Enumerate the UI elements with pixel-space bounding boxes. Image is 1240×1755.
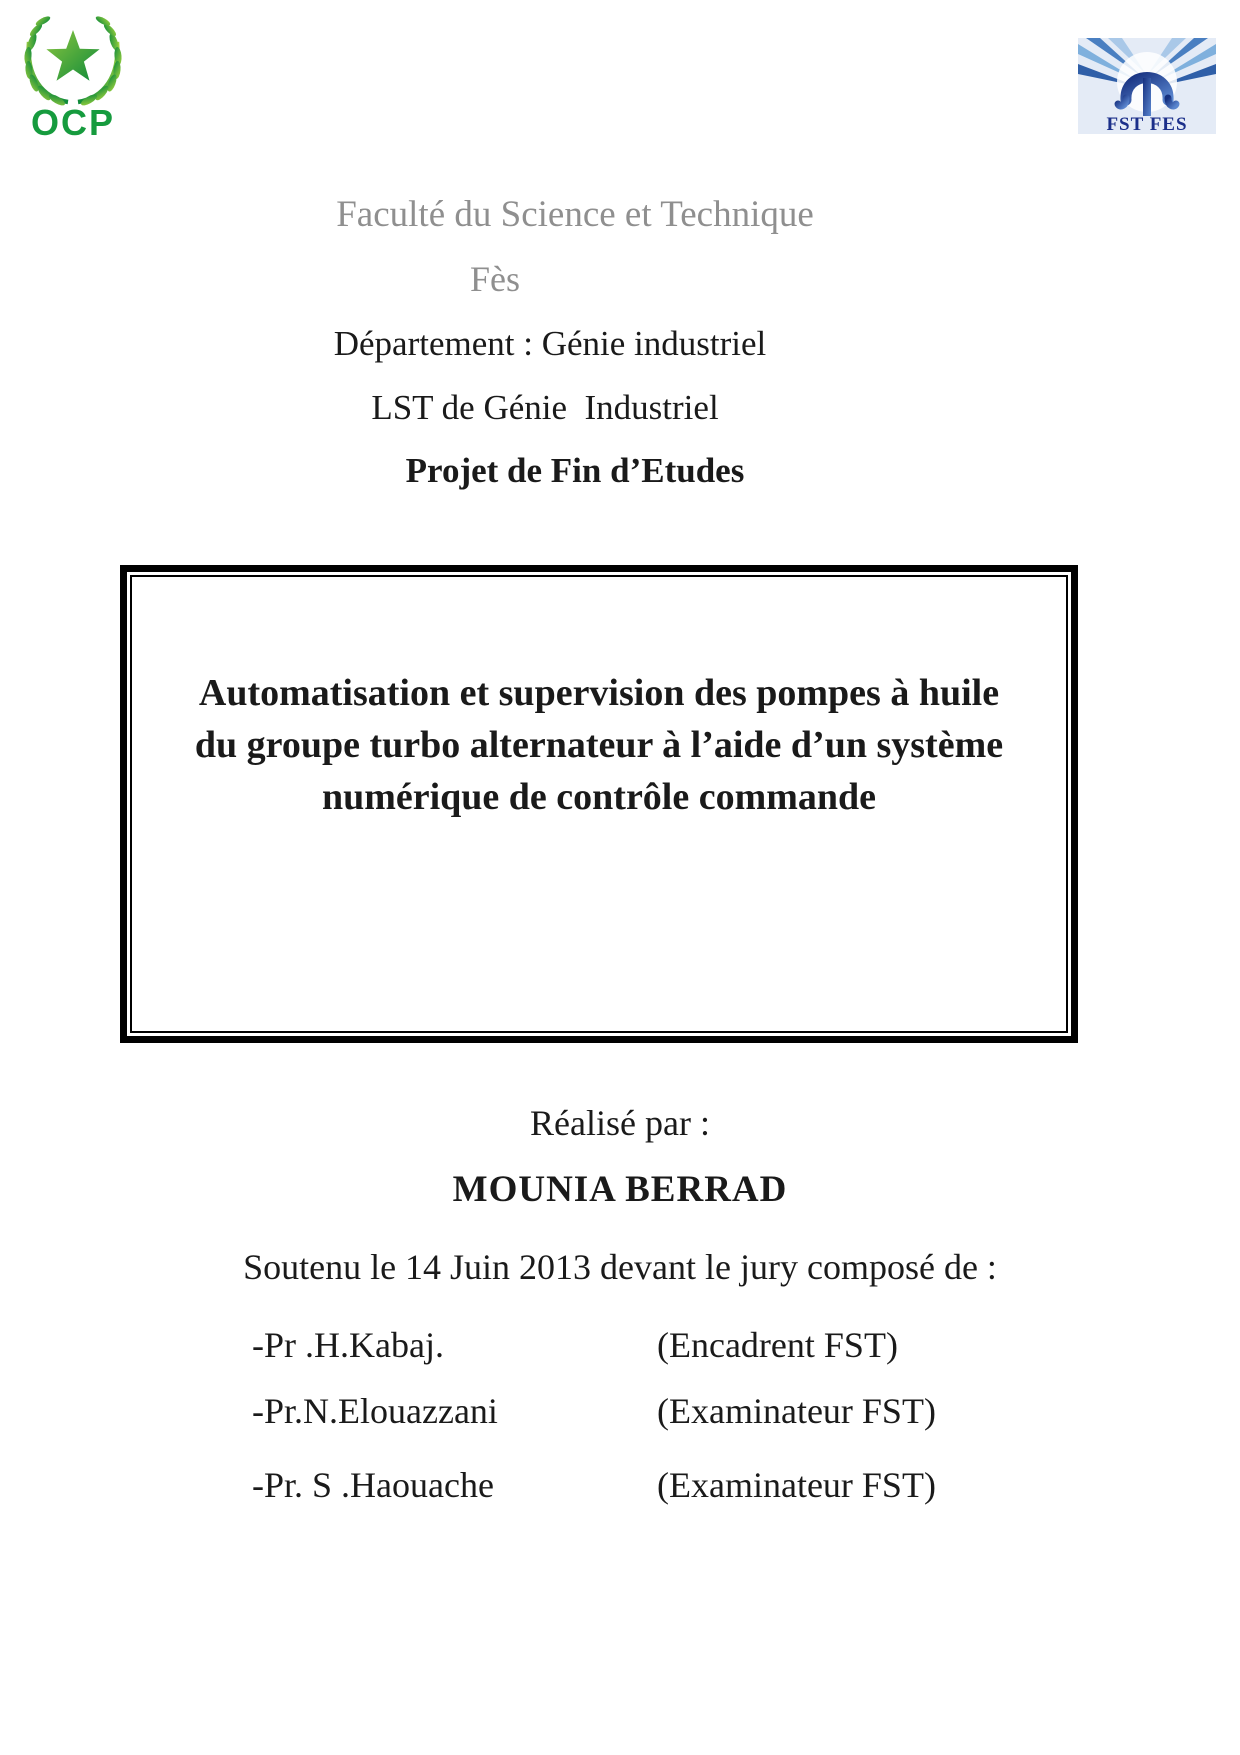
- ocp-star-icon: [46, 30, 99, 81]
- author-label: Réalisé par :: [530, 1103, 710, 1143]
- project-title-line-3: numérique de contrôle commande: [321, 776, 877, 818]
- jury-member-name: -Pr. S .Haouache: [252, 1465, 494, 1505]
- institution-name: Faculté du Science et Technique: [336, 194, 814, 235]
- jury-member-role: (Examinateur FST): [657, 1391, 936, 1431]
- ocp-logo: [12, 4, 134, 142]
- ocp-logo-text: OCP: [30, 102, 116, 142]
- jury-member-name: -Pr.N.Elouazzani: [252, 1391, 498, 1431]
- jury-member-role: (Encadrent FST): [657, 1325, 898, 1365]
- jury-member-name: -Pr .H.Kabaj.: [252, 1325, 444, 1365]
- jury-row: [0, 1390, 1240, 1438]
- fst-logo-text: FST FES: [1106, 114, 1188, 134]
- document-type-title: Projet de Fin d’Etudes: [405, 451, 745, 490]
- project-title-line-2: du groupe turbo alternateur à l’aide d’un système: [194, 724, 1004, 766]
- department-line: Département : Génie industriel: [333, 324, 767, 363]
- project-title-line-1: Automatisation et supervision des pompes à huile: [198, 672, 1000, 714]
- project-title-box-inner: [130, 575, 1068, 1033]
- jury-member-role: (Examinateur FST): [657, 1465, 936, 1505]
- fst-fes-logo: [1078, 38, 1216, 134]
- program-line: LST de Génie Industriel: [371, 388, 719, 427]
- defense-intro: Soutenu le 14 Juin 2013 devant le jury composé de :: [243, 1247, 997, 1287]
- jury-row: [0, 1324, 1240, 1372]
- institution-city: Fès: [469, 259, 520, 299]
- author-name: MOUNIA BERRAD: [452, 1169, 788, 1210]
- jury-row: [0, 1464, 1240, 1512]
- project-title-box: [120, 565, 1078, 1043]
